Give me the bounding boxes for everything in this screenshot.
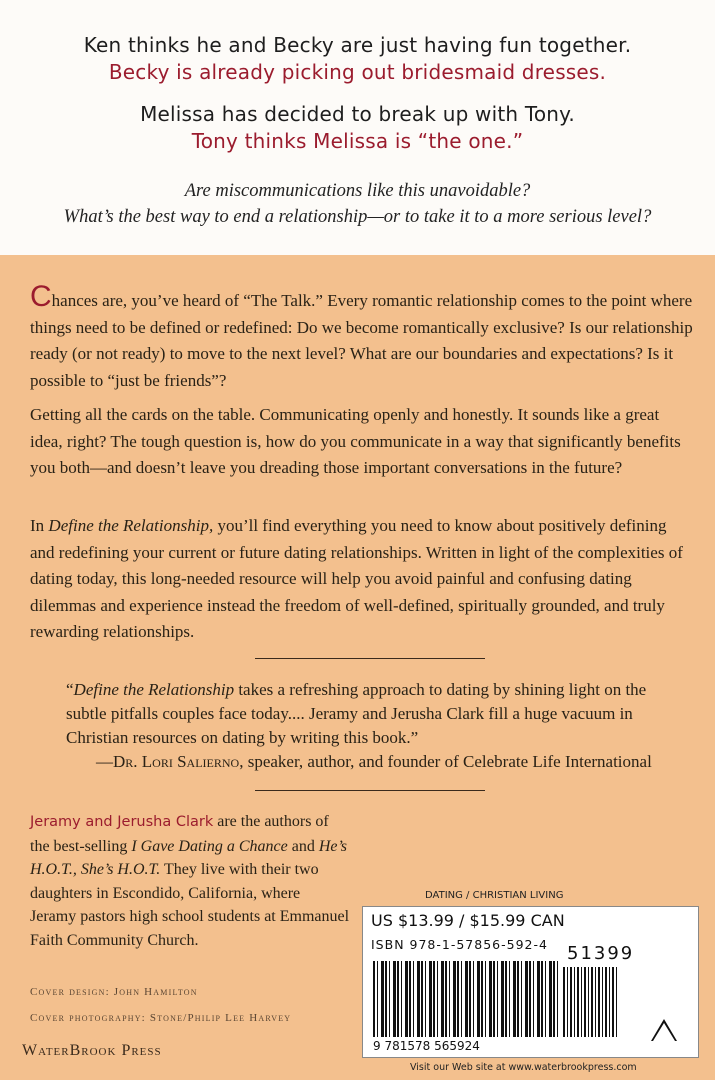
endorsement-attribution: [96, 752, 696, 772]
cover-photo-credit: Cover photography: Stone/Philip Lee Harvey: [30, 1012, 292, 1024]
barcode-digits: 9 781578 565924: [373, 1039, 480, 1053]
supplement-barcode: [563, 967, 619, 1037]
category-label: DATING / CHRISTIAN LIVING: [425, 890, 564, 901]
paragraph-2: [30, 402, 695, 482]
paragraph-3-text: you’ll find everything you need to know about positively defining and redefining your current or future dating relationships. Written in light of the complexities of dating today, this long-needed resource will help you avoid painful and confusing dating dilemmas and experience instead the freedom of well-defined, spiritually grounded, and truly rewarding relationships.: [30, 516, 683, 641]
attrib-dash: —: [96, 752, 113, 771]
paragraph-2-text: Getting all the cards on the table. Communicating openly and honestly. It sounds like a great idea, right? The tough question is, how do you communicate in a way that significantly benefits you both—and doesn’t leave you dreading those important conversations in the future?: [30, 405, 681, 477]
paragraph-3-book-title: Define the Relationship,: [48, 516, 214, 535]
bio-book-1: I Gave Dating a Chance: [131, 837, 288, 855]
bio-book-2: He’s H.O.T., She’s H.O.T.: [30, 837, 347, 878]
questions: [0, 178, 715, 230]
drop-cap: C: [30, 280, 52, 313]
website-note: Visit our Web site at www.waterbrookpress.com: [410, 1062, 637, 1073]
cover-design-credit: Cover design: John Hamilton: [30, 986, 198, 998]
bio-and: and: [291, 837, 315, 855]
bio-text-1: are the authors of the best-selling: [30, 813, 329, 855]
price: US $13.99 / $15.99 CAN: [371, 911, 565, 930]
bio-text-2: They live with their two daughters in Escondido, California, where Jeramy pastors high school students at Emmanuel Faith Community Church.: [30, 861, 350, 949]
endorsement-quote: [66, 678, 666, 750]
author-bio: [30, 810, 350, 952]
attrib-rest: , speaker, author, and founder of Celebrate Life International: [239, 752, 652, 771]
teaser-line-4: Tony thinks Melissa is “the one.”: [191, 129, 524, 153]
author-names: Jeramy and Jerusha Clark: [30, 814, 214, 830]
divider-bottom: [255, 790, 485, 791]
question-1: Are miscommunications like this unavoidable?: [184, 181, 531, 201]
supplement-code: 51399: [567, 943, 635, 964]
paragraph-3-lead: In: [30, 516, 45, 535]
triangle-icon-inner: [653, 1023, 675, 1041]
quote-book-title: Define the Relationship: [73, 680, 235, 699]
question-2: What’s the best way to end a relationship—or to take it to a more serious level?: [63, 207, 652, 227]
teaser-line-1: Ken thinks he and Becky are just having fun together.: [83, 33, 632, 57]
divider-top: [255, 658, 485, 659]
quote-text: takes a refreshing approach to dating by shining light on the subtle pitfalls couples face today.... Jeramy and Jerusha Clark fill a huge vacuum in Christian resources on dating by writing this book.”: [66, 680, 647, 747]
price-barcode-box: [362, 906, 699, 1058]
teaser-line-2: Becky is already picking out bridesmaid dresses.: [108, 60, 607, 84]
paragraph-1-text: hances are, you’ve heard of “The Talk.” Every romantic relationship comes to the point where things need to be defined or redefined: Do we become romantically exclusive? Is our relationship ready (or not ready) to move to the next level? What are our boundaries and expectations? Is it possible to “just be friends”?: [30, 291, 693, 390]
paragraph-3: [30, 513, 695, 646]
paragraph-1: [30, 280, 695, 394]
barcode: [373, 961, 561, 1037]
teaser-line-3: Melissa has decided to break up with Tony.: [140, 102, 575, 126]
attrib-name: Dr. Lori Salierno: [113, 752, 240, 771]
quote-open: “: [66, 680, 74, 699]
isbn: ISBN 978-1-57856-592-4: [371, 937, 548, 952]
publisher-name: WaterBrook Press: [22, 1042, 162, 1059]
